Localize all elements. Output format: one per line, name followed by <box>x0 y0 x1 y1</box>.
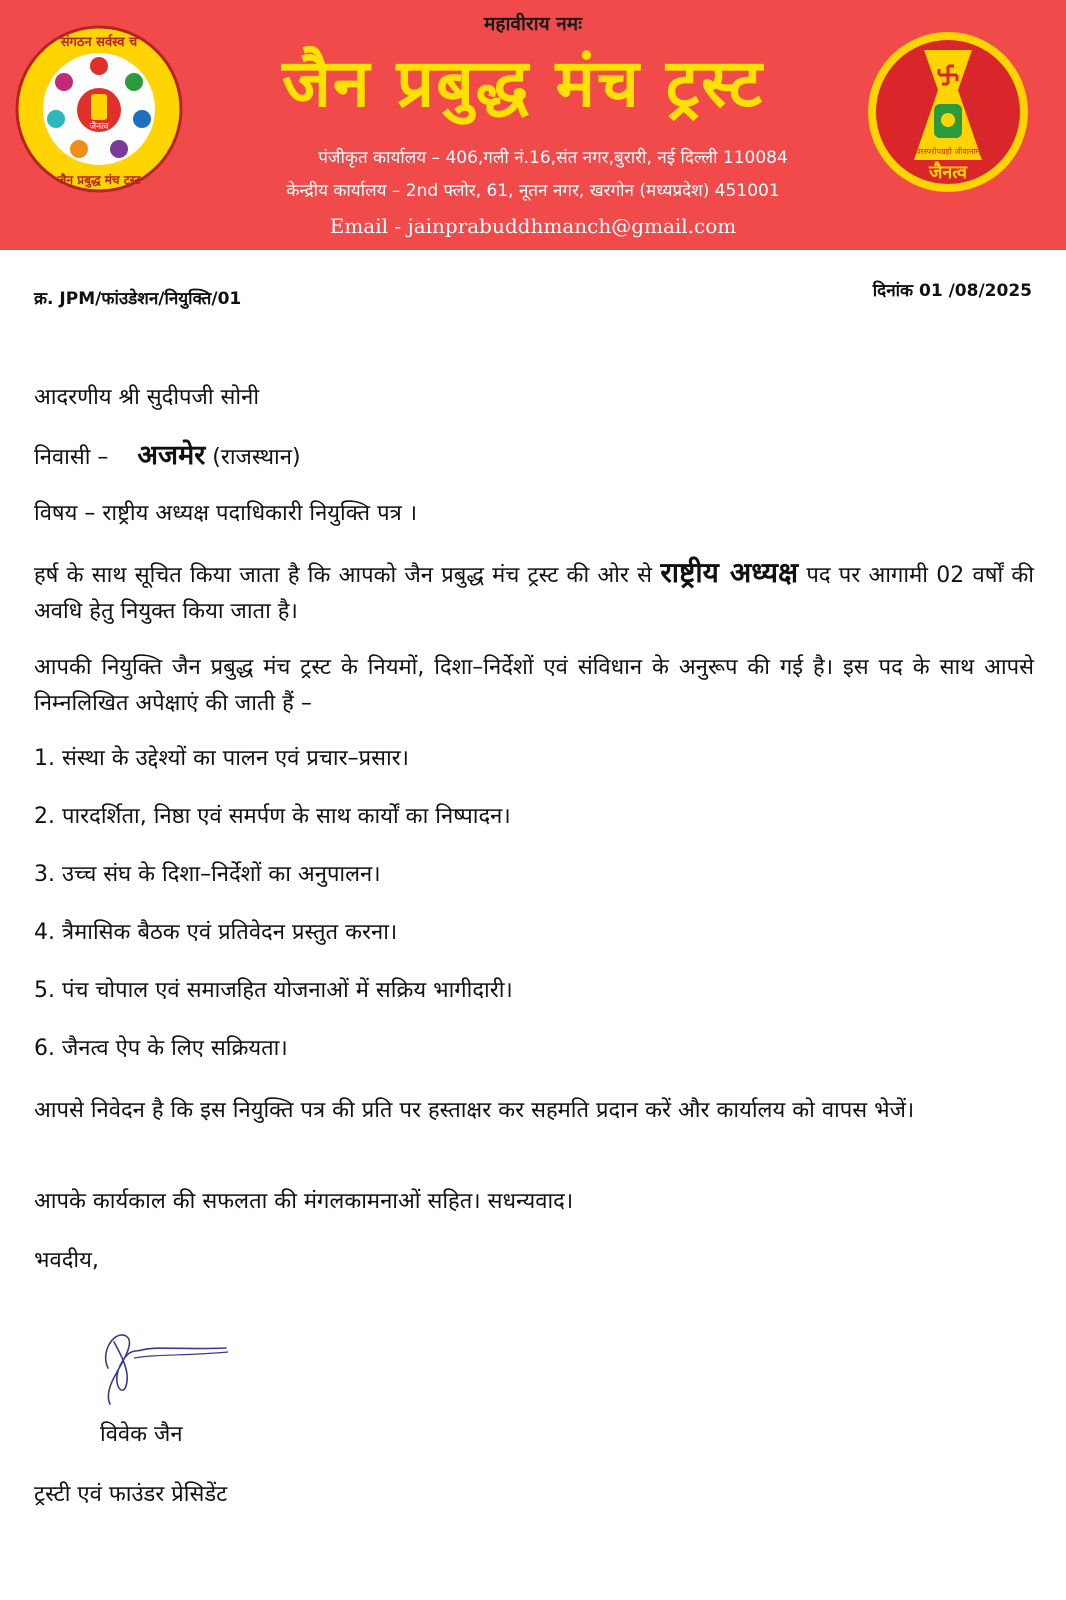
hand-icon <box>934 104 962 138</box>
recipient-residence <box>34 438 1034 476</box>
letter-subject: विषय – राष्ट्रीय अध्यक्ष पदाधिकारी नियुक्ति पत्र । <box>34 501 418 526</box>
residence-city: अजमेर <box>137 440 206 471</box>
letter-date: दिनांक 01 /08/2025 <box>872 281 1032 301</box>
list-item: 2. पारदर्शिता, निष्ठा एवं समर्पण के साथ कार्यों का निष्पादन। <box>34 804 511 829</box>
list-item: 3. उच्च संघ के दिशा–निर्देशों का अनुपालन। <box>34 862 381 887</box>
handwritten-signature <box>96 1322 236 1412</box>
wishes-paragraph: आपके कार्यकाल की सफलता की मंगलकामनाओं सहित। सधन्यवाद। <box>34 1189 574 1214</box>
appointed-post: राष्ट्रीय अध्यक्ष <box>660 556 799 589</box>
logo-top-text: संगठन सर्वस्व च <box>60 35 138 50</box>
list-item: 4. त्रैमासिक बैठक एवं प्रतिवेदन प्रस्तुत करना। <box>34 920 398 945</box>
letterhead-banner <box>0 0 1066 250</box>
organization-title: जैन प्रबुद्ध मंच ट्रस्ट <box>281 45 765 122</box>
list-item: 1. संस्था के उद्देश्यों का पालन एवं प्रचार–प्रसार। <box>34 746 410 771</box>
contact-email: Email - jainprabuddhmanch@gmail.com <box>329 214 737 238</box>
invocation-text: महावीराय नमः <box>484 13 582 35</box>
closing-salutation: भवदीय, <box>34 1248 99 1273</box>
list-item: 5. पंच चोपाल एवं समाजहित योजनाओं में सक्रिय भागीदारी। <box>34 978 513 1003</box>
logo-bottom-text: जैन प्रबुद्ध मंच ट्रस्ट <box>57 173 141 187</box>
jainatva-emblem <box>866 30 1030 194</box>
appointment-paragraph <box>34 555 1034 630</box>
recipient-greeting: आदरणीय श्री सुदीपजी सोनी <box>34 385 260 410</box>
list-item: 6. जैनत्व ऐप के लिए सक्रियता। <box>34 1036 288 1061</box>
request-paragraph: आपसे निवेदन है कि इस नियुक्ति पत्र की प्रति पर हस्ताक्षर कर सहमति प्रदान करें और कार्यालय को वापस भेजें। <box>34 1098 915 1123</box>
signer-designation: ट्रस्टी एवं फाउंडर प्रेसिडेंट <box>34 1482 228 1507</box>
residence-state: (राजस्थान) <box>212 445 301 470</box>
central-office-address: केन्द्रीय कार्यालय – 2nd फ्लोर, 61, नूतन नगर, खरगोन (मध्यप्रदेश) 451001 <box>286 181 780 201</box>
logo-inner-text: जैनत्व <box>89 122 109 132</box>
intro-text-continued: पद पर आगामी 02 वर्षों की अवधि हेतु नियुक्त किया जाता है। <box>34 563 1034 624</box>
reference-number: क्र. JPM/फांउडेशन/नियुक्ति/01 <box>34 289 242 309</box>
expectations-list <box>34 741 1034 1089</box>
organization-logo-left <box>14 24 184 194</box>
emblem-caption: परस्परोपग्रहो जीवानाम् <box>915 147 981 156</box>
intro-text: हर्ष के साथ सूचित किया जाता है कि आपको जैन प्रबुद्ध मंच ट्रस्ट की ओर से <box>34 563 653 588</box>
requirements-intro: आपकी नियुक्ति जैन प्रबुद्ध मंच ट्रस्ट के नियमों, दिशा–निर्देशों एवं संविधान के अनुरूप की गई है। इस पद के साथ आपसे निम्नलिखित अपेक्षाएं की जाती हैं – <box>34 655 1034 716</box>
registered-office-address: पंजीकृत कार्यालय – 406,गली नं.16,संत नगर,बुरारी, नई दिल्ली 110084 <box>318 148 788 168</box>
signer-name: विवेक जैन <box>100 1422 183 1447</box>
residence-label: निवासी – <box>34 445 109 470</box>
emblem-label: जैनत्व <box>928 162 968 183</box>
